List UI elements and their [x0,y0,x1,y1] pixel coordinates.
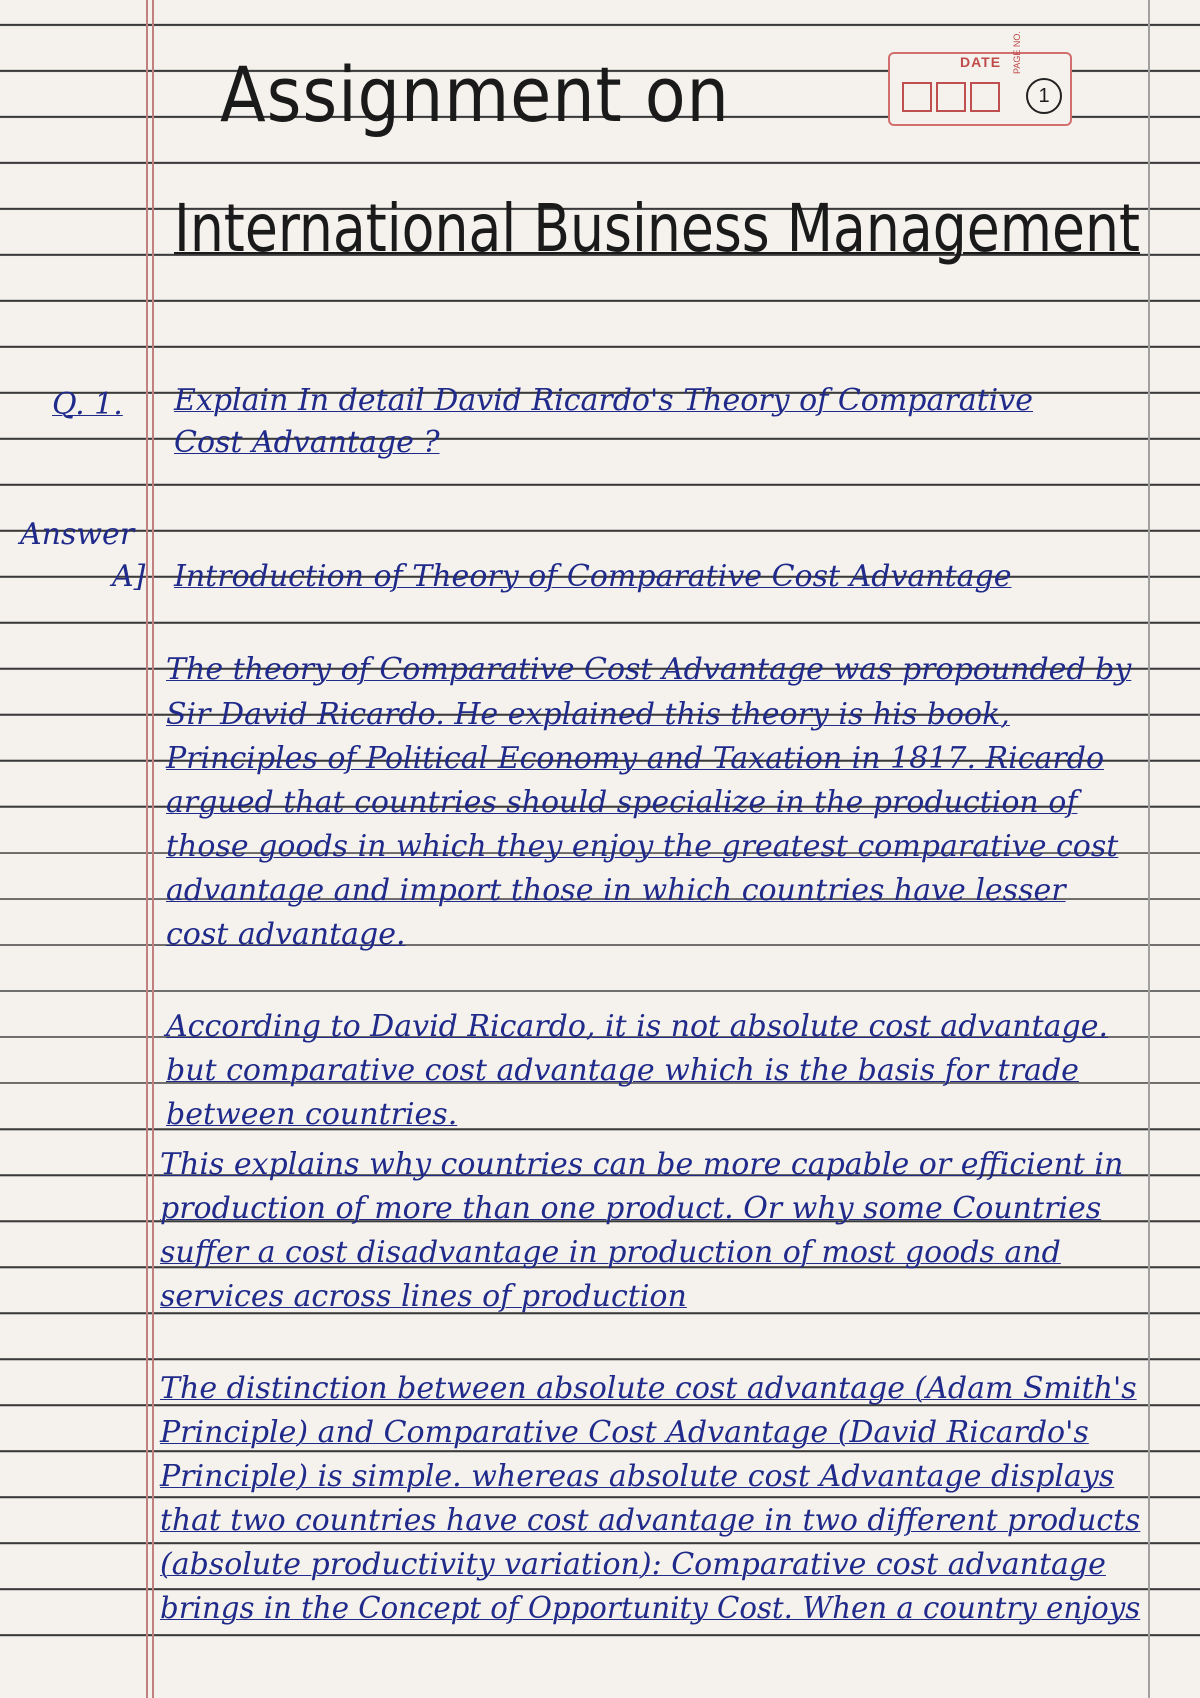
page-edge-line [1148,0,1150,1698]
date-cell [902,82,932,112]
paragraph-line: Sir David Ricardo. He explained this theory is his book, [166,697,1010,732]
paragraph-line: suffer a cost disadvantage in production of most goods and [160,1235,1061,1270]
question-number: Q. 1. [52,387,123,422]
paragraph-line: (absolute productivity variation): Comparative cost advantage [160,1547,1106,1582]
answer-label: Answer [20,517,135,552]
paragraph-line: According to David Ricardo, it is not absolute cost advantage. [166,1009,1108,1044]
paragraph-line: that two countries have cost advantage in two different products [160,1503,1141,1538]
date-cells [902,82,1004,112]
paragraph-line: Principle) and Comparative Cost Advantage (David Ricardo's [160,1415,1089,1450]
title-line-1: Assignment on [220,50,730,139]
paragraph-line: brings in the Concept of Opportunity Cost. When a country enjoys [160,1591,1141,1626]
paragraph-line: The distinction between absolute cost advantage (Adam Smith's [160,1371,1137,1406]
paragraph-line: Principles of Political Economy and Taxation in 1817. Ricardo [166,741,1105,776]
paragraph-line: The theory of Comparative Cost Advantage was propounded by [166,652,1132,687]
paragraph-line: between countries. [166,1097,458,1132]
paragraph-line: but comparative cost advantage which is the basis for trade [166,1053,1079,1088]
section-heading: Introduction of Theory of Comparative Cost Advantage [174,559,1012,594]
page-number: 1 [1026,78,1062,114]
margin-line [152,0,154,1698]
paragraph-line: advantage and import those in which countries have lesser [166,873,1066,908]
title-line-2: International Business Management [174,190,1140,267]
date-cell [936,82,966,112]
paragraph-line: argued that countries should specialize in the production of [166,785,1078,820]
paragraph-line: those goods in which they enjoy the greatest comparative cost [166,829,1119,864]
paragraph-line: This explains why countries can be more capable or efficient in [160,1147,1124,1182]
margin-line [146,0,148,1698]
section-label: A] [112,559,146,594]
question-line: Explain In detail David Ricardo's Theory of Comparative [174,383,1033,418]
paragraph-line: services across lines of production [160,1279,687,1314]
paragraph-line: cost advantage. [166,917,406,952]
date-page-box [888,31,1072,126]
date-label: DATE [960,54,1002,70]
paragraph-line: Principle) is simple. whereas absolute cost Advantage displays [160,1459,1115,1494]
date-cell [970,82,1000,112]
page-no-label: PAGE NO. [1012,31,1022,74]
question-line: Cost Advantage ? [174,425,440,460]
paragraph-line: production of more than one product. Or why some Countries [160,1191,1102,1226]
